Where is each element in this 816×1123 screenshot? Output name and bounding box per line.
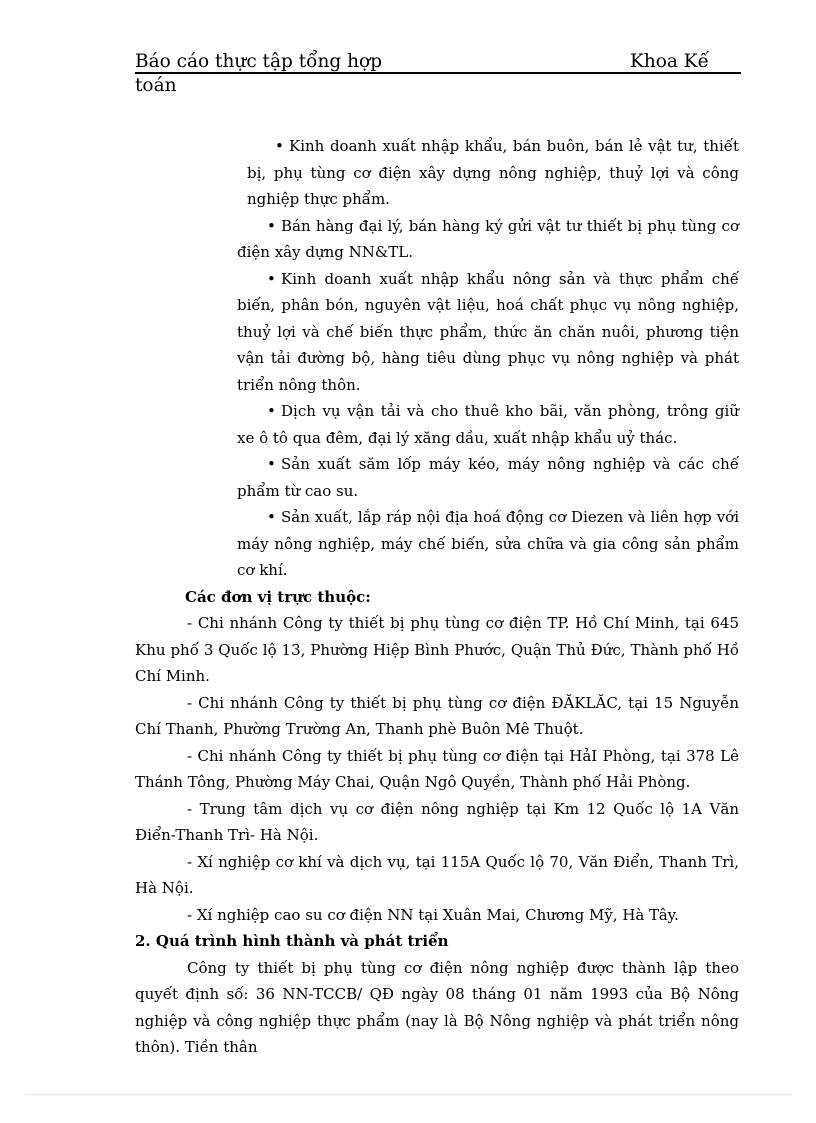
unit-paragraph: - Xí nghiệp cơ khí và dịch vụ, tại 115A Quốc lộ 70, Văn Điển, Thanh Trì, Hà Nội. (135, 852, 739, 897)
bullet-item: • Sản xuất, lắp ráp nội địa hoá động cơ Diezen và liên hợp với máy nông nghiệp, máy chế biến, sửa chữa và gia công sản phẩm cơ khí. (237, 504, 739, 584)
page-header (135, 50, 741, 98)
bullet-item: • Sản xuất săm lốp máy kéo, máy nông nghiệp và các chế phẩm từ cao su. (237, 451, 739, 504)
section-heading: 2. Quá trình hình thành và phát triển (135, 932, 449, 950)
header-department: Khoa Kế (630, 51, 709, 72)
unit-paragraph: - Chi nhánh Công ty thiết bị phụ tùng cơ điện ĐĂKLĂC, tại 15 Nguyễn Chí Thanh, Phường Trường An, Thanh phè Buôn Mê Thuột. (135, 693, 739, 738)
section-paragraph: Công ty thiết bị phụ tùng cơ điện nông nghiệp được thành lập theo quyết định số: 36 NN-TCCB/ QĐ ngày 08 tháng 01 năm 1993 của Bộ Nông nghiệp và công nghiệp thực phẩm (nay là Bộ Nông nghiệp và phát triển nông thôn). Tiền thân (135, 958, 739, 1056)
unit-paragraph: - Chi nhánh Công ty thiết bị phụ tùng cơ điện TP. Hồ Chí Minh, tại 645 Khu phố 3 Quốc lộ 13, Phường Hiệp Bình Phước, Quận Thủ Đức, Thành phố Hồ Chí Minh. (135, 614, 739, 685)
bullet-dot-icon: • (275, 137, 284, 155)
bullet-item: • Bán hàng đại lý, bán hàng ký gửi vật tư thiết bị phụ tùng cơ điện xây dựng NN&TL. (237, 213, 739, 266)
unit-paragraph: - Trung tâm dịch vụ cơ điện nông nghiệp tại Km 12 Quốc lộ 1A Văn Điển-Thanh Trì- Hà Nội. (135, 799, 739, 844)
unit-paragraph: - Xí nghiệp cao su cơ điện NN tại Xuân Mai, Chương Mỹ, Hà Tây. (187, 905, 679, 924)
business-lines-list (237, 133, 739, 584)
unit-paragraph: - Chi nhánh Công ty thiết bị phụ tùng cơ điện tại HảI Phòng, tại 378 Lê Thánh Tông, Phường Máy Chai, Quận Ngô Quyền, Thành phố Hải Phòng. (135, 746, 739, 791)
bullet-dot-icon: • (267, 216, 276, 235)
bullet-item: • Kinh doanh xuất nhập khẩu nông sản và thực phẩm chế biến, phân bón, nguyên vật liệu, hoá chất phục vụ nông nghiệp, thuỷ lợi và chế biến thực phẩm, thức ăn chăn nuôi, phương tiện vận tải đường bộ, hàng tiêu dùng phục vụ nông nghiệp và phát triển nông thôn. (237, 266, 739, 399)
header-department-continuation: toán (135, 75, 177, 96)
header-row (135, 50, 741, 74)
header-report-title: Báo cáo thực tập tổng hợp (135, 51, 383, 72)
bullet-item: • Kinh doanh xuất nhập khẩu, bán buôn, bán lẻ vật tư, thiết bị, phụ tùng cơ điện xây dựng nông nghiệp, thuỷ lợi và công nghiệp thực phẩm. (237, 133, 739, 213)
units-heading: Các đơn vị trực thuộc: (185, 587, 371, 606)
bullet-dot-icon: • (267, 402, 276, 420)
bullet-item: • Dịch vụ vận tải và cho thuê kho bãi, văn phòng, trông giữ xe ô tô qua đêm, đại lý xăng dầu, xuất nhập khẩu uỷ thác. (237, 398, 739, 451)
bullet-dot-icon: • (267, 269, 276, 288)
bullet-dot-icon: • (267, 455, 276, 473)
bullet-dot-icon: • (267, 508, 276, 526)
page-bottom-divider (25, 1094, 791, 1095)
document-body (135, 133, 739, 1061)
